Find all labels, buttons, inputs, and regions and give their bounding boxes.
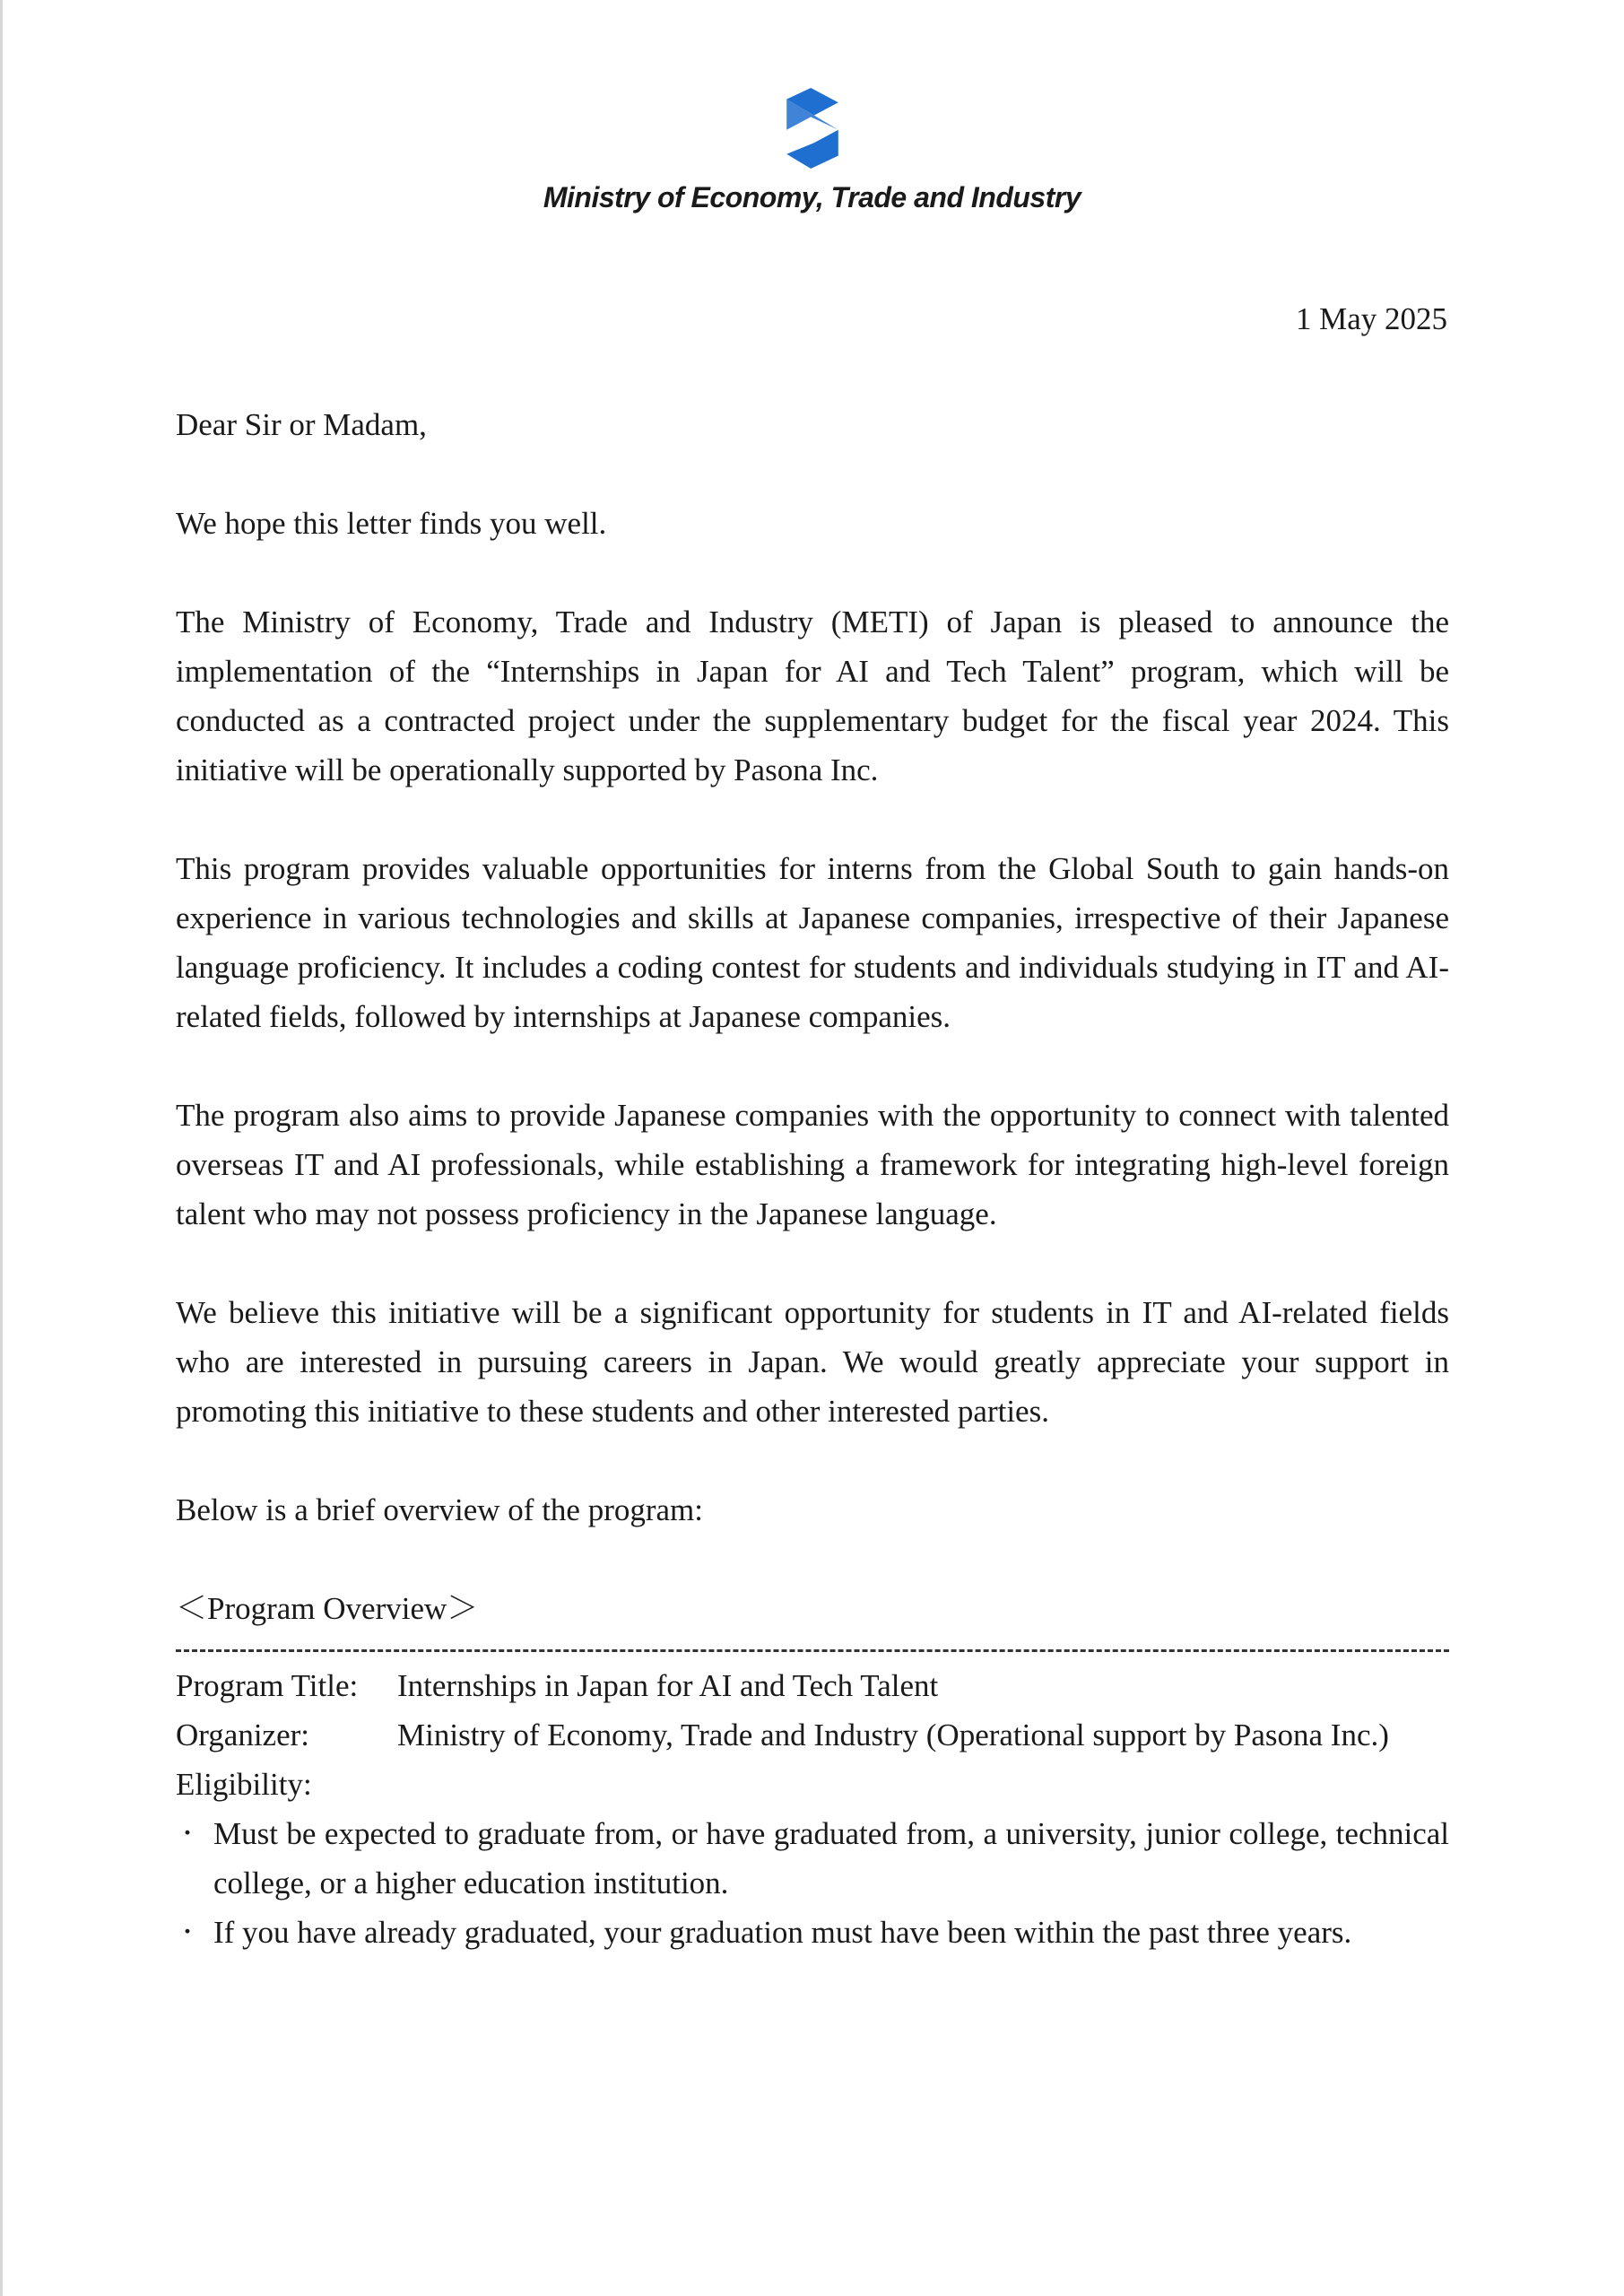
paragraph-opportunities: This program provides valuable opportunities for interns from the Global South to gain hands-on experience in various technologies and skills at Japanese companies, irrespective of their Japanese language proficiency. It includes a coding contest for students and individuals studying in IT and AI-related fields, followed by internships at Japanese companies. — [176, 851, 1449, 1034]
program-title-label: Program Title: — [176, 1668, 359, 1703]
dashed-divider — [176, 1649, 1449, 1652]
organizer-label: Organizer: — [176, 1718, 310, 1752]
paragraph-announcement: The Ministry of Economy, Trade and Industry (METI) of Japan is pleased to announce the implementation of the “Internships in Japan for AI and Tech Talent” program, which will be conducted as a contracted project under the supplementary budget for the fiscal year 2024. This initiative will be operationally supported by Pasona Inc. — [176, 604, 1449, 787]
letter-body — [176, 400, 1449, 1957]
letter-date: 1 May 2025 — [1295, 301, 1447, 336]
eligibility-item — [176, 1908, 1449, 1957]
organizer-row — [176, 1710, 1449, 1760]
program-title-row — [176, 1661, 1449, 1710]
scan-edge — [0, 0, 3, 2296]
eligibility-item-text: If you have already graduated, your graduation must have been within the past three years. — [213, 1915, 1352, 1950]
paragraph-request: We believe this initiative will be a significant opportunity for students in IT and AI-related fields who are interested in pursuing careers in Japan. We would greatly appreciate your support in promoting this initiative to these students and other interested parties. — [176, 1295, 1449, 1429]
paragraph-overview-intro: Below is a brief overview of the program: — [176, 1492, 704, 1527]
eligibility-item-text: Must be expected to graduate from, or have graduated from, a university, junior college, technical college, or a higher education institution. — [213, 1816, 1449, 1900]
letterhead — [0, 88, 1624, 214]
overview-heading: ＜Program Overview＞ — [176, 1591, 479, 1626]
salutation: Dear Sir or Madam, — [176, 407, 427, 442]
paragraph-aims: The program also aims to provide Japanese companies with the opportunity to connect with talented overseas IT and AI professionals, while establishing a framework for integrating high-level foreign talent who may not possess proficiency in the Japanese language. — [176, 1098, 1449, 1231]
ministry-name: Ministry of Economy, Trade and Industry — [543, 181, 1081, 213]
paragraph-greeting: We hope this letter finds you well. — [176, 506, 607, 541]
eligibility-label: Eligibility: — [176, 1767, 312, 1802]
meti-logo-icon — [772, 88, 853, 169]
bullet-icon: ・ — [176, 1919, 200, 1945]
bullet-icon: ・ — [176, 1821, 200, 1847]
eligibility-list — [176, 1809, 1449, 1957]
eligibility-item — [176, 1809, 1449, 1908]
program-title-value: Internships in Japan for AI and Tech Talent — [397, 1668, 939, 1703]
organizer-value: Ministry of Economy, Trade and Industry (Operational support by Pasona Inc.) — [397, 1718, 1389, 1752]
